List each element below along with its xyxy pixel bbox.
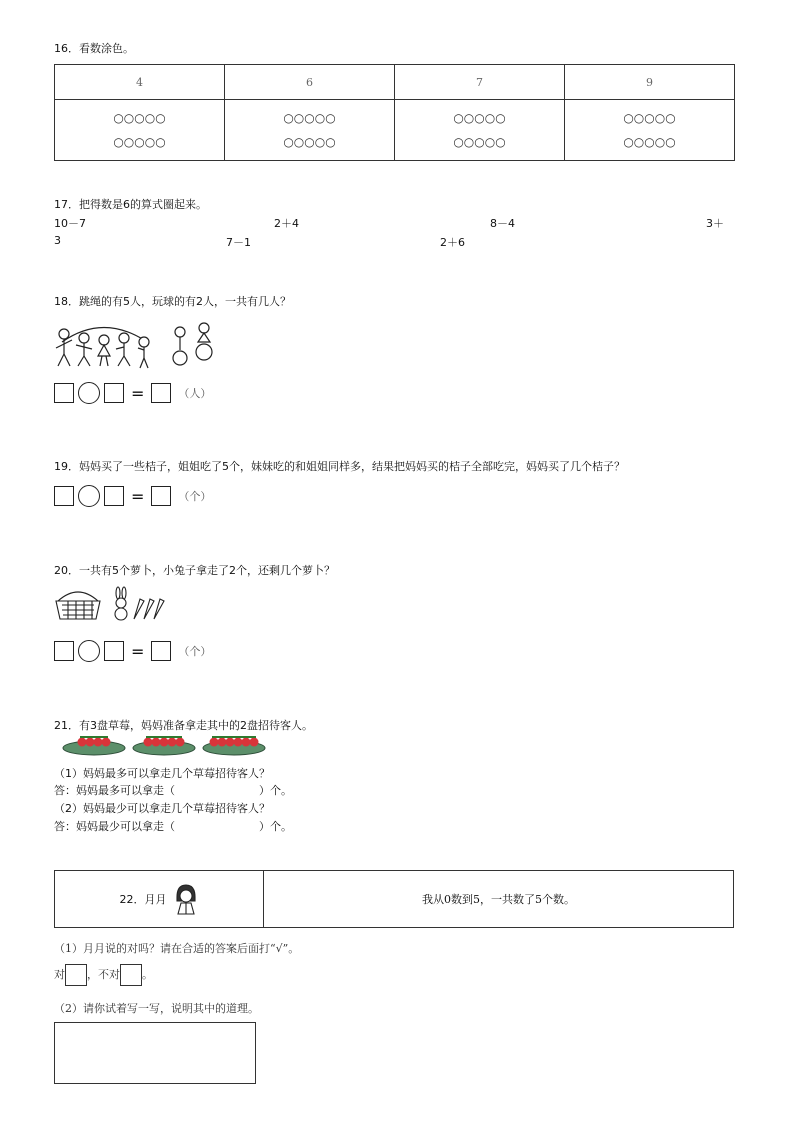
equals-sign: = <box>131 641 145 661</box>
expression[interactable]: 10－7 <box>54 217 86 230</box>
option-yes-label: 对 <box>54 968 65 981</box>
equation-row <box>54 485 211 507</box>
option-no-label: ，不对 <box>87 968 120 981</box>
basket-rabbit-carrots-illustration <box>54 585 166 623</box>
equation-row <box>54 640 211 662</box>
expression[interactable]: 8－4 <box>490 217 515 230</box>
q22-options <box>54 964 153 986</box>
result-box[interactable] <box>151 383 171 403</box>
q21-sub2: （2）妈妈最少可以拿走几个草莓招待客人？ <box>54 802 270 815</box>
option-yes-box[interactable] <box>65 964 87 986</box>
answer-box[interactable] <box>54 641 74 661</box>
table-header-cell: 4 <box>55 65 225 100</box>
q22-speech: 我从0数到5，一共数了5个数。 <box>422 893 575 906</box>
table-header-cell: 7 <box>395 65 565 100</box>
strawberry-plates-illustration <box>62 732 272 758</box>
explanation-answer-box[interactable] <box>54 1022 256 1084</box>
q22-dialog-table <box>54 870 734 928</box>
q22-speaker-cell <box>55 871 264 927</box>
girl-avatar-icon <box>173 883 199 915</box>
table-header-cell: 6 <box>225 65 395 100</box>
circle-cell[interactable] <box>395 100 565 161</box>
q16-title: 16．看数涂色。 <box>54 42 134 55</box>
q21-sub1: （1）妈妈最多可以拿走几个草莓招待客人？ <box>54 767 270 780</box>
jump-rope-children-illustration <box>52 318 222 370</box>
expression[interactable]: 7－1 <box>226 236 251 249</box>
expression[interactable]: 3＋ <box>706 217 724 230</box>
unit-label: （个） <box>178 490 212 503</box>
q20-title: 20．一共有5个萝卜，小兔子拿走了2个，还剩几个萝卜？ <box>54 564 335 577</box>
circle-cell[interactable] <box>55 100 225 161</box>
answer-box[interactable] <box>54 486 74 506</box>
circle-row: ○○○○○ <box>623 135 676 149</box>
answer-box[interactable] <box>54 383 74 403</box>
q22-speech-cell <box>264 871 733 927</box>
q18-title: 18．跳绳的有5人，玩球的有2人，一共有几人？ <box>54 295 291 308</box>
answer-box[interactable] <box>104 486 124 506</box>
q21-answer2 <box>54 818 292 834</box>
operator-circle[interactable] <box>78 485 100 507</box>
expression[interactable]: 2＋4 <box>274 217 299 230</box>
expression[interactable]: 3 <box>54 234 61 247</box>
unit-label: （个） <box>178 645 212 658</box>
circle-cell[interactable] <box>225 100 395 161</box>
expression[interactable]: 2＋6 <box>440 236 465 249</box>
color-by-number-table <box>54 64 735 161</box>
answer-prefix: 答：妈妈最多可以拿走（ <box>54 784 175 797</box>
q19-title: 19．妈妈买了一些桔子，姐姐吃了5个，妹妹吃的和姐姐同样多，结果把妈妈买的桔子全部吃完，妈妈买了几个桔子？ <box>54 460 625 473</box>
table-header-cell: 9 <box>565 65 735 100</box>
answer-suffix: ）个。 <box>259 784 292 797</box>
circle-row: ○○○○○ <box>283 111 336 125</box>
q22-label: 22．月月 <box>119 893 167 906</box>
answer-prefix: 答：妈妈最少可以拿走（ <box>54 820 175 833</box>
option-end: 。 <box>142 968 153 981</box>
option-no-box[interactable] <box>120 964 142 986</box>
answer-suffix: ）个。 <box>259 820 292 833</box>
answer-box[interactable] <box>104 641 124 661</box>
operator-circle[interactable] <box>78 640 100 662</box>
q17-title: 17．把得数是6的算式圈起来。 <box>54 198 207 211</box>
circle-row: ○○○○○ <box>113 135 166 149</box>
q22-sub2: （2）请你试着写一写，说明其中的道理。 <box>54 1002 259 1015</box>
operator-circle[interactable] <box>78 382 100 404</box>
circle-row: ○○○○○ <box>113 111 166 125</box>
circle-row: ○○○○○ <box>453 135 506 149</box>
q21-title: 21．有3盘草莓，妈妈准备拿走其中的2盘招待客人。 <box>54 719 313 732</box>
circle-row: ○○○○○ <box>623 111 676 125</box>
q21-answer1 <box>54 782 292 798</box>
equation-row <box>54 382 211 404</box>
result-box[interactable] <box>151 641 171 661</box>
circle-row: ○○○○○ <box>453 111 506 125</box>
result-box[interactable] <box>151 486 171 506</box>
unit-label: （人） <box>178 387 212 400</box>
equals-sign: = <box>131 486 145 506</box>
circle-cell[interactable] <box>565 100 735 161</box>
answer-box[interactable] <box>104 383 124 403</box>
circle-row: ○○○○○ <box>283 135 336 149</box>
q22-sub1: （1）月月说的对吗？请在合适的答案后面打“√”。 <box>54 942 300 955</box>
equals-sign: = <box>131 383 145 403</box>
